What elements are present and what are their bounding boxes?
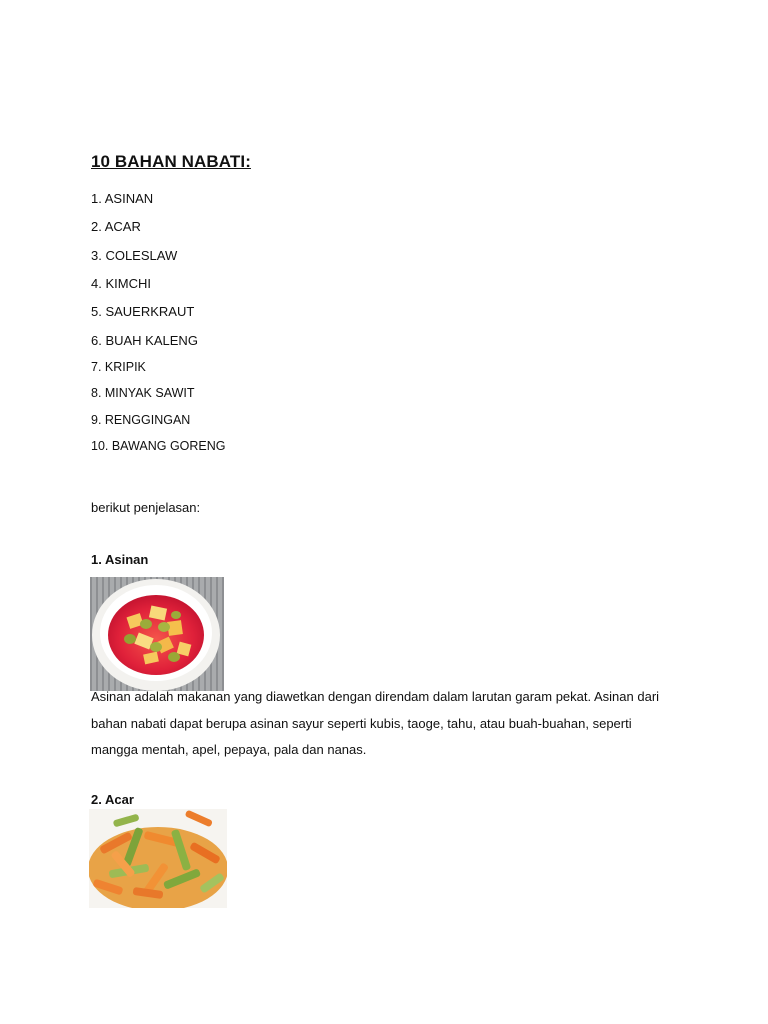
list-item: 6. BUAH KALENG xyxy=(91,333,198,348)
acar-plate-photo xyxy=(89,809,227,908)
list-item: 10. BAWANG GORENG xyxy=(91,439,226,453)
list-item: 9. RENGGINGAN xyxy=(91,413,191,427)
asinan-bowl-photo xyxy=(90,577,224,691)
list-item: 5. SAUERKRAUT xyxy=(91,304,195,319)
section-heading-asinan: 1. Asinan xyxy=(91,552,149,567)
list-item: 4. KIMCHI xyxy=(91,276,151,291)
document-title: 10 BAHAN NABATI: xyxy=(91,152,251,171)
list-item: 7. KRIPIK xyxy=(91,360,146,374)
intro-text: berikut penjelasan: xyxy=(91,500,201,515)
list-item: 3. COLESLAW xyxy=(91,248,178,263)
section-heading-acar: 2. Acar xyxy=(91,792,134,807)
list-item: 2. ACAR xyxy=(91,219,141,234)
list-item: 8. MINYAK SAWIT xyxy=(91,386,195,400)
asinan-description: Asinan adalah makanan yang diawetkan dengan direndam dalam larutan garam pekat. Asinan dari bahan nabati dapat berupa asinan sayur seperti kubis, taoge, tahu, atau buah-buahan, seperti mangga mentah, apel, pepaya, pala dan nanas. xyxy=(91,689,660,757)
list-item: 1. ASINAN xyxy=(91,191,154,206)
